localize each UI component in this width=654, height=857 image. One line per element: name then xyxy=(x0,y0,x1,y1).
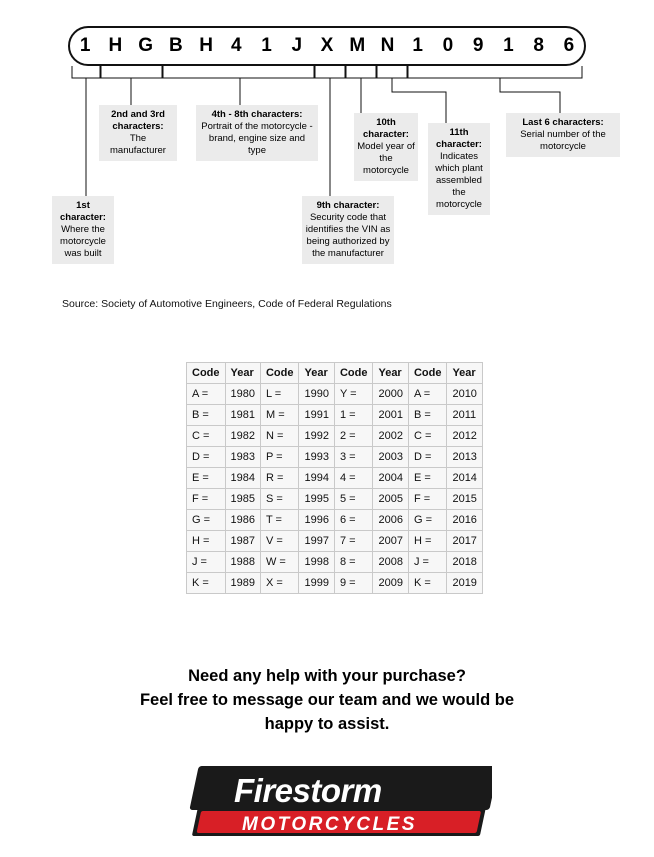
cell: 2012 xyxy=(447,426,482,447)
cell: J = xyxy=(187,552,226,573)
vin-char: X xyxy=(320,35,334,56)
cell: M = xyxy=(260,405,299,426)
cell: 6 = xyxy=(334,510,373,531)
cell: 1987 xyxy=(225,531,260,552)
logo-artwork xyxy=(172,760,492,846)
table-row xyxy=(187,489,483,510)
cell: 1988 xyxy=(225,552,260,573)
cell: 2017 xyxy=(447,531,482,552)
cell: R = xyxy=(260,468,299,489)
cell: 2 = xyxy=(334,426,373,447)
cell: 2011 xyxy=(447,405,482,426)
cell: W = xyxy=(260,552,299,573)
callout-first-character xyxy=(52,196,114,264)
cell: 1986 xyxy=(225,510,260,531)
cell: 2003 xyxy=(373,447,408,468)
vin-char: 9 xyxy=(472,35,484,56)
vin-diagram xyxy=(0,0,654,300)
cell: 3 = xyxy=(334,447,373,468)
cell: 2005 xyxy=(373,489,408,510)
source-note: Source: Society of Automotive Engineers, Code of Federal Regulations xyxy=(62,298,392,310)
cell: 1984 xyxy=(225,468,260,489)
vin-char: H xyxy=(108,35,123,56)
vin-char: 6 xyxy=(563,35,575,56)
column-header: Year xyxy=(299,363,334,384)
table-header-row xyxy=(187,363,483,384)
cell: C = xyxy=(187,426,226,447)
cell: 5 = xyxy=(334,489,373,510)
cell: E = xyxy=(408,468,447,489)
vin-char: 1 xyxy=(79,35,91,56)
cell: K = xyxy=(187,573,226,594)
table-row xyxy=(187,531,483,552)
vin-char: N xyxy=(380,35,395,56)
callout-body: The manufacturer xyxy=(110,133,166,156)
cell: 7 = xyxy=(334,531,373,552)
cell: 2013 xyxy=(447,447,482,468)
cell: 2002 xyxy=(373,426,408,447)
cell: A = xyxy=(408,384,447,405)
cell: 1983 xyxy=(225,447,260,468)
callout-fourth-to-eighth-characters xyxy=(196,105,318,161)
firestorm-motorcycles-logo xyxy=(172,760,492,846)
vin-char: 4 xyxy=(231,35,242,56)
cell: 2007 xyxy=(373,531,408,552)
cell: 2006 xyxy=(373,510,408,531)
vin-char: 1 xyxy=(261,35,272,56)
cell: 1 = xyxy=(334,405,373,426)
cell: 2019 xyxy=(447,573,482,594)
help-line-1: Need any help with your purchase? xyxy=(188,667,466,685)
cell: B = xyxy=(187,405,226,426)
cell: H = xyxy=(408,531,447,552)
cell: V = xyxy=(260,531,299,552)
cell: 1982 xyxy=(225,426,260,447)
cell: 1990 xyxy=(299,384,334,405)
logo-brand-text: Firestorm xyxy=(234,772,382,809)
callout-tenth-character xyxy=(354,113,418,181)
callout-body: Where the motorcycle was built xyxy=(60,224,106,259)
vin-number-bar xyxy=(68,26,586,66)
cell: 9 = xyxy=(334,573,373,594)
cell: 2010 xyxy=(447,384,482,405)
vin-char: B xyxy=(168,35,183,56)
column-header: Code xyxy=(408,363,447,384)
callout-body: Serial number of the motorcycle xyxy=(520,129,606,152)
cell: B = xyxy=(408,405,447,426)
cell: 8 = xyxy=(334,552,373,573)
cell: 1980 xyxy=(225,384,260,405)
column-header: Year xyxy=(225,363,260,384)
callout-last-six-characters xyxy=(506,113,620,157)
table-row xyxy=(187,573,483,594)
column-header: Year xyxy=(373,363,408,384)
logo-subtitle-text: MOTORCYCLES xyxy=(242,814,417,835)
callout-title: 1st character: xyxy=(60,200,106,223)
cell: 1981 xyxy=(225,405,260,426)
cell: 4 = xyxy=(334,468,373,489)
vin-char: H xyxy=(199,35,213,56)
cell: 1991 xyxy=(299,405,334,426)
cell: 1992 xyxy=(299,426,334,447)
cell: C = xyxy=(408,426,447,447)
vin-char: J xyxy=(291,35,303,56)
table-row xyxy=(187,510,483,531)
cell: L = xyxy=(260,384,299,405)
help-line-3: happy to assist. xyxy=(264,715,390,733)
cell: F = xyxy=(187,489,226,510)
cell: 2000 xyxy=(373,384,408,405)
cell: 2015 xyxy=(447,489,482,510)
cell: 1999 xyxy=(299,573,334,594)
model-year-code-table xyxy=(186,362,483,594)
vin-char: 0 xyxy=(442,35,454,56)
vin-char: 1 xyxy=(503,35,514,56)
cell: 2018 xyxy=(447,552,482,573)
table-row xyxy=(187,552,483,573)
vin-char: 1 xyxy=(412,35,423,56)
table-row xyxy=(187,405,483,426)
help-line-2: Feel free to message our team and we would be xyxy=(139,691,515,709)
table-row xyxy=(187,384,483,405)
cell: 1989 xyxy=(225,573,260,594)
callout-title: Last 6 characters: xyxy=(522,117,604,128)
cell: J = xyxy=(408,552,447,573)
cell: G = xyxy=(408,510,447,531)
cell: 1995 xyxy=(299,489,334,510)
table-row xyxy=(187,468,483,489)
callout-body: Portrait of the motorcycle - brand, engine size and type xyxy=(201,121,313,156)
vin-char: G xyxy=(138,35,153,56)
table-row xyxy=(187,447,483,468)
callout-body: Indicates which plant assembled the motorcycle xyxy=(435,151,483,210)
table-row xyxy=(187,426,483,447)
cell: E = xyxy=(187,468,226,489)
cell: 2004 xyxy=(373,468,408,489)
callout-title: 10th character: xyxy=(363,117,409,140)
cell: S = xyxy=(260,489,299,510)
callout-title: 11th character: xyxy=(436,127,482,150)
cell: N = xyxy=(260,426,299,447)
cell: D = xyxy=(408,447,447,468)
cell: 1996 xyxy=(299,510,334,531)
help-message xyxy=(50,664,604,736)
cell: 2008 xyxy=(373,552,408,573)
cell: 2014 xyxy=(447,468,482,489)
vin-char: 8 xyxy=(533,35,544,56)
cell: 1985 xyxy=(225,489,260,510)
cell: D = xyxy=(187,447,226,468)
callout-title: 2nd and 3rd characters: xyxy=(111,109,165,132)
column-header: Code xyxy=(334,363,373,384)
cell: 1994 xyxy=(299,468,334,489)
callout-title: 4th - 8th characters: xyxy=(211,109,303,120)
cell: 2001 xyxy=(373,405,408,426)
cell: 1993 xyxy=(299,447,334,468)
column-header: Code xyxy=(260,363,299,384)
cell: G = xyxy=(187,510,226,531)
callout-body: Model year of the motorcycle xyxy=(357,141,415,176)
cell: 2009 xyxy=(373,573,408,594)
cell: 1997 xyxy=(299,531,334,552)
callout-eleventh-character xyxy=(428,123,490,215)
callout-title: 9th character: xyxy=(316,200,380,211)
cell: X = xyxy=(260,573,299,594)
cell: T = xyxy=(260,510,299,531)
cell: P = xyxy=(260,447,299,468)
callout-ninth-character xyxy=(302,196,394,264)
cell: 2016 xyxy=(447,510,482,531)
vin-char: M xyxy=(349,35,366,56)
callout-second-and-third-characters xyxy=(99,105,177,161)
cell: Y = xyxy=(334,384,373,405)
column-header: Year xyxy=(447,363,482,384)
cell: H = xyxy=(187,531,226,552)
column-header: Code xyxy=(187,363,226,384)
cell: F = xyxy=(408,489,447,510)
callout-body: Security code that identifies the VIN as being authorized by the manufacturer xyxy=(305,212,391,259)
cell: K = xyxy=(408,573,447,594)
cell: A = xyxy=(187,384,226,405)
cell: 1998 xyxy=(299,552,334,573)
